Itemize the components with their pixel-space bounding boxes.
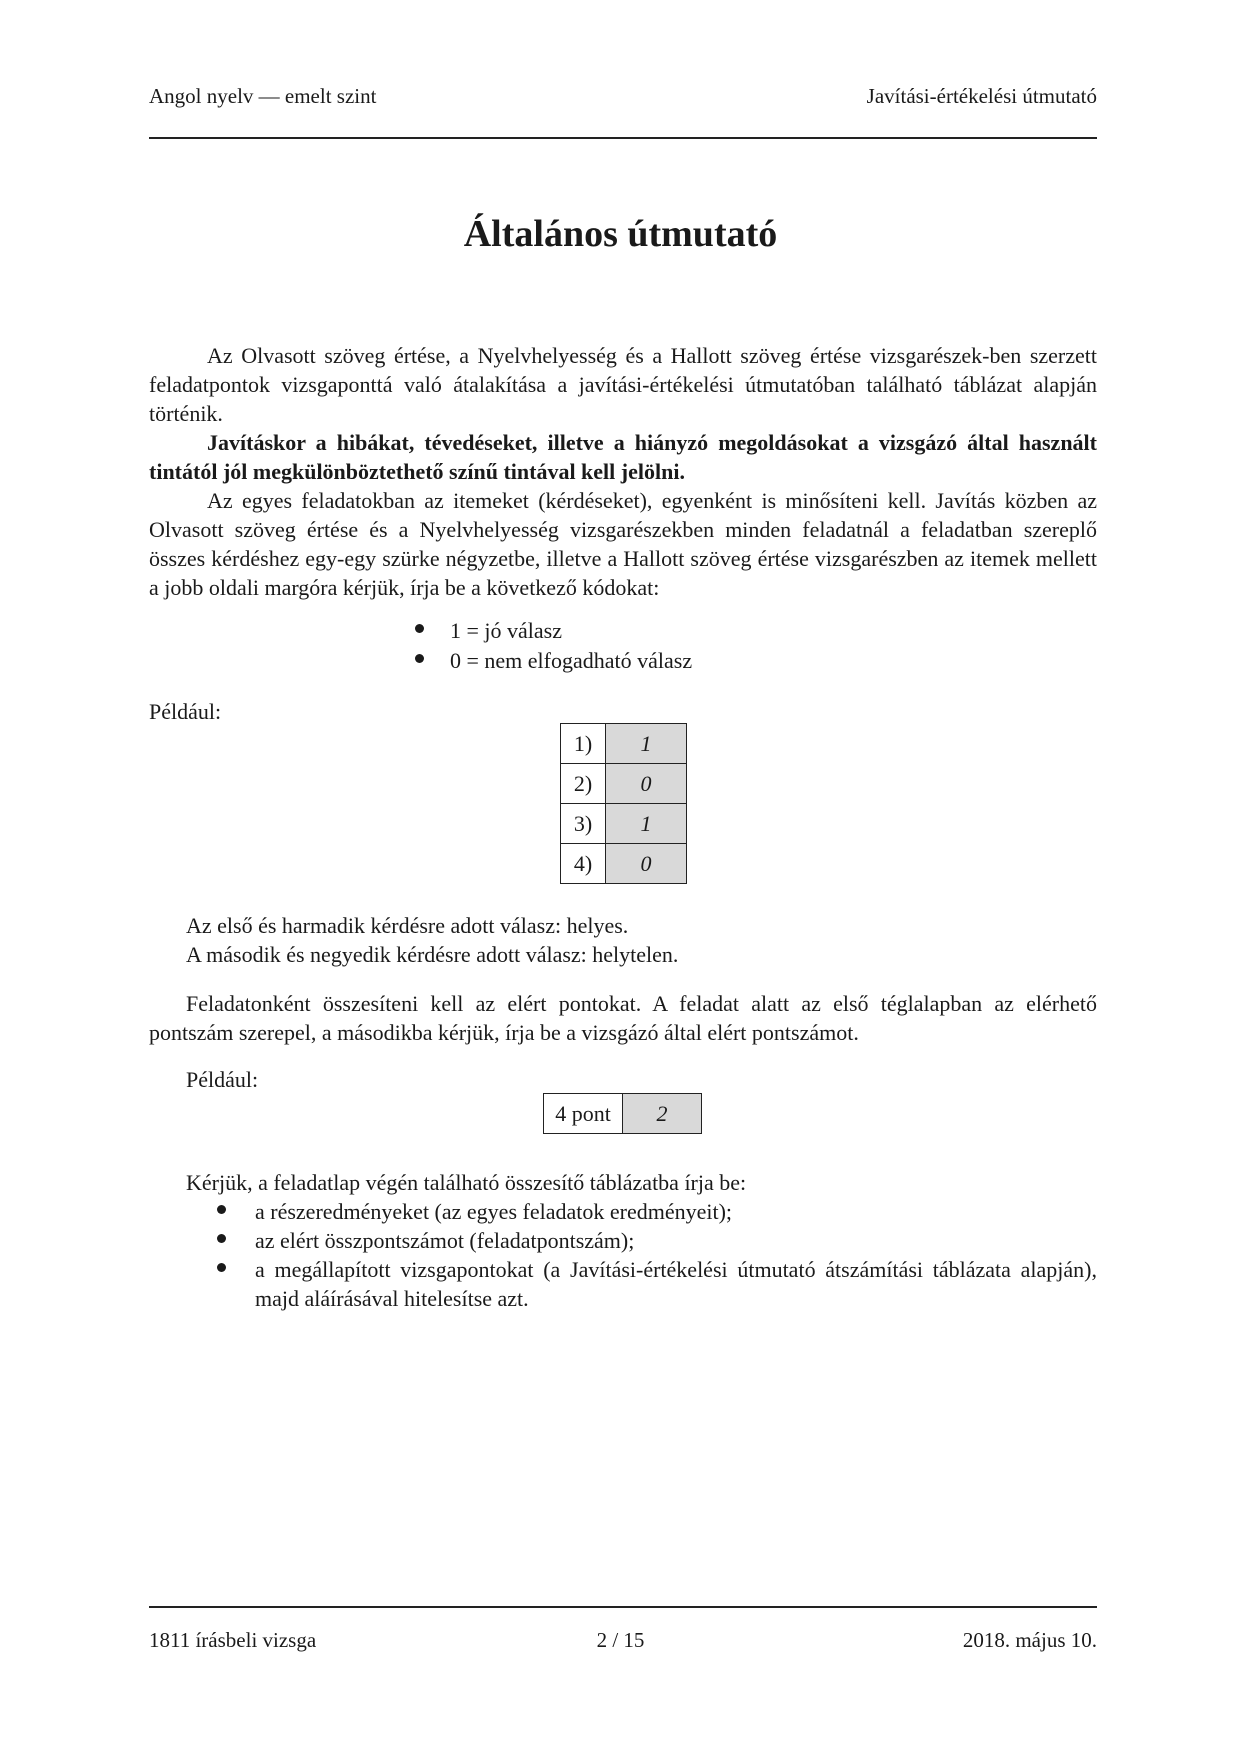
paragraph-2-bold: Javításkor a hibákat, tévedéseket, illetve a hiányzó megoldásokat a vizsgázó által használt tintától jól megkülönböztethető színű tintával kell jelölni. [149,430,1097,484]
example-table [560,723,687,884]
item-code: 1 [606,724,687,764]
points-box [543,1093,702,1134]
footer-divider [149,1606,1097,1608]
explanation-line: Az első és harmadik kérdésre adott válasz: helyes. [186,913,629,938]
item-code: 0 [606,764,687,804]
table-row [561,844,687,884]
explanation-line: A második és negyedik kérdésre adott válasz: helytelen. [186,942,679,967]
item-number: 1) [561,724,606,764]
bullet-icon [217,1263,226,1272]
item-number: 2) [561,764,606,804]
bullet-icon [415,624,424,633]
summary-item: a részeredményeket (az egyes feladatok eredményeit); [212,1197,1097,1226]
example-label: Például: [149,699,222,724]
intro-block [149,341,1097,602]
explanation [186,911,678,969]
paragraph-5: Kérjük, a feladatlap végén található összesítő táblázatba írja be: [186,1170,747,1195]
earned-points: 2 [623,1094,702,1134]
summary-list [212,1197,1097,1313]
footer-left: 1811 írásbeli vizsga [149,1628,317,1652]
bullet-icon [415,654,424,663]
item-code: 0 [606,844,687,884]
table-row [544,1094,702,1134]
header-divider [149,137,1097,139]
table-row [561,724,687,764]
item-number: 3) [561,804,606,844]
header-left: Angol nyelv — emelt szint [149,84,377,108]
header-right: Javítási-értékelési útmutató [866,84,1097,108]
page-number: 2 / 15 [596,1628,645,1652]
table-row [561,764,687,804]
item-number: 4) [561,844,606,884]
code-item: 1 = jó válasz [412,616,912,646]
page-title: Általános útmutató [463,213,778,255]
paragraph-1: Az Olvasott szöveg értése, a Nyelvhelyesség és a Hallott szöveg értése vizsgarészek-ben szerzett feladatpontok vizsgaponttá való átalakítása a javítási-értékelési útmutatóban található táblázat alapján történik. [149,343,1097,426]
paragraph-3: Az egyes feladatokban az itemeket (kérdéseket), egyenként is minősíteni kell. Javítás közben az Olvasott szöveg értése és a Nyelvhelyesség vizsgarészekben minden feladatnál a feladatban szereplő összes kérdéshez egy-egy szürke négyzetbe, illetve a Hallott szöveg értése vizsgarészben az itemek mellett a jobb oldali margóra kérjük, írja be a következő kódokat: [149,488,1097,600]
summary-item: az elért összpontszámot (feladatpontszám); [212,1226,1097,1255]
footer-right: 2018. május 10. [962,1628,1097,1652]
codes-list [412,616,912,676]
bullet-icon [217,1205,226,1214]
bullet-icon [217,1234,226,1243]
table-row [561,804,687,844]
paragraph-4: Feladatonként összesíteni kell az elért pontokat. A feladat alatt az első téglalapban az elérhető pontszám szerepel, a másodikba kérjük, írja be a vizsgázó által elért pontszámot. [149,991,1097,1045]
example-label: Például: [186,1067,259,1092]
summary-item: a megállapított vizsgapontokat (a Javítási-értékelési útmutató átszámítási táblázata alapján), majd aláírásával hitelesítse azt. [212,1255,1097,1313]
code-item: 0 = nem elfogadható válasz [412,646,912,676]
item-code: 1 [606,804,687,844]
max-points: 4 pont [544,1094,623,1134]
